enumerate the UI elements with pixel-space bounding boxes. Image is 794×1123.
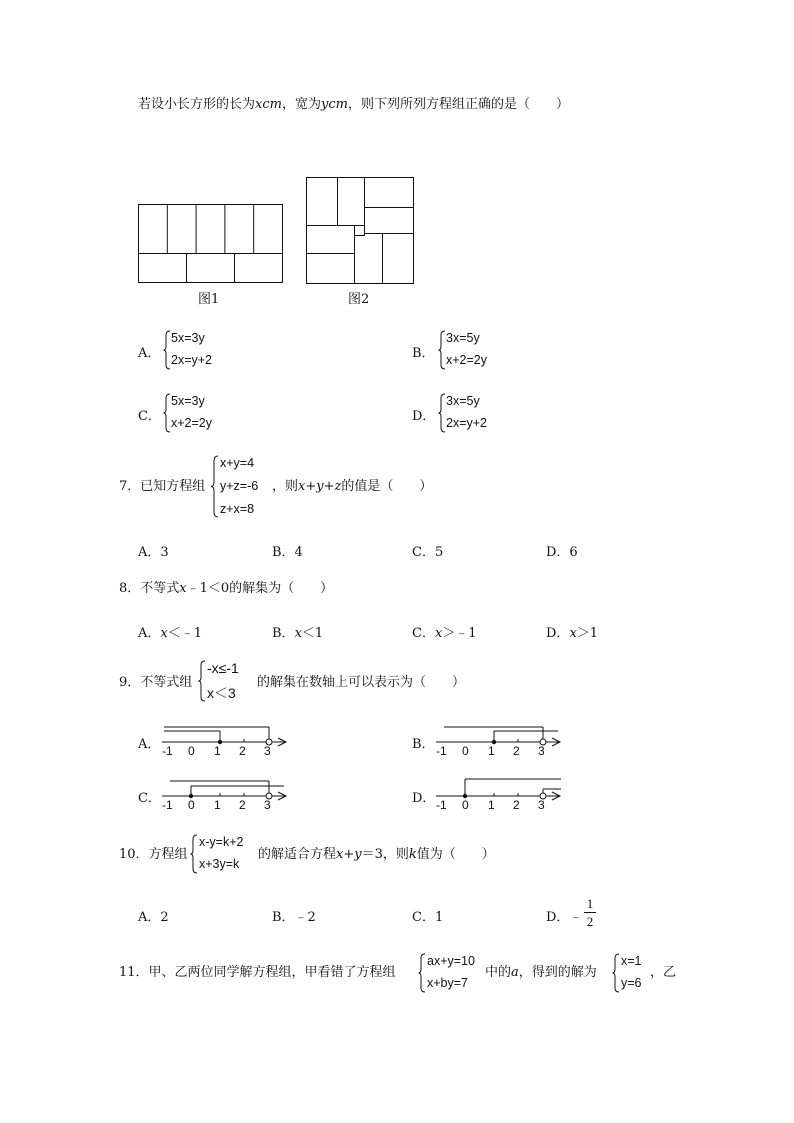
q7-option-a[interactable]: A．3 xyxy=(138,545,169,560)
q6-c-eq1: 5x=3y xyxy=(171,394,205,408)
q8-option-b[interactable]: B．x＜1 xyxy=(272,626,324,641)
q6-b-eq2: x+2=2y xyxy=(446,353,488,367)
q10-d-fraction: 1 2 xyxy=(584,896,596,929)
q7-number: 7．已知方程组 xyxy=(119,479,206,494)
q10-number: 10．方程组 xyxy=(119,847,188,862)
q9-option-b[interactable]: B． xyxy=(412,737,435,752)
q6-c-eq2: x+2=2y xyxy=(171,416,213,430)
q8-option-d[interactable]: D．x＞1 xyxy=(546,626,599,641)
q10-option-c[interactable]: C．1 xyxy=(412,910,444,925)
q11-sol2: y=6 xyxy=(621,976,642,990)
q7-option-c[interactable]: C．5 xyxy=(412,545,444,560)
q6-a-eq1: 5x=3y xyxy=(171,331,205,345)
q10-option-b[interactable]: B．﹣2 xyxy=(272,910,316,925)
intro-var-x: xcm xyxy=(255,97,282,112)
q9-eq2: x＜3 xyxy=(207,685,236,701)
q8-stem: 8．不等式x﹣1＜0的解集为（ ） xyxy=(119,581,334,596)
q6-option-d[interactable]: D． xyxy=(412,409,436,424)
q7-eq3: z+x=8 xyxy=(220,502,255,516)
figure-1-label: 图1 xyxy=(198,292,220,307)
q6-option-b[interactable]: B． xyxy=(412,346,435,361)
q8-option-a[interactable]: A．x＜﹣1 xyxy=(138,626,203,641)
q7-eq1: x+y=4 xyxy=(220,456,255,470)
q9-eq1: -x≤-1 xyxy=(207,660,239,676)
q7-eq2: y+z=-6 xyxy=(220,479,259,493)
q11-eq2: x+by=7 xyxy=(427,976,469,990)
figure-1 xyxy=(136,203,286,285)
q7-tail: ，则x+y+z的值是（ ） xyxy=(272,479,433,494)
q9-suffix: 的解集在数轴上可以表示为（ ） xyxy=(257,675,466,690)
brace-icon xyxy=(438,393,446,433)
q8-option-c[interactable]: C．x＞﹣1 xyxy=(412,626,477,641)
q9-option-c[interactable]: C． xyxy=(138,791,161,806)
q11-sol1: x=1 xyxy=(621,954,642,968)
intro-mid: ，宽为 xyxy=(281,97,321,112)
q10-option-d[interactable]: D．﹣ xyxy=(546,910,583,925)
q10-option-a[interactable]: A．2 xyxy=(138,910,169,925)
q9-option-a[interactable]: A． xyxy=(138,737,161,752)
q6-option-a[interactable]: A． xyxy=(138,346,161,361)
q11-number: 11．甲、乙两位同学解方程组，甲看错了方程组 xyxy=(119,965,396,980)
brace-icon xyxy=(190,834,198,874)
brace-icon xyxy=(198,660,206,702)
q10-tail: 的解适合方程x+y＝3，则k值为（ ） xyxy=(258,847,495,862)
brace-icon xyxy=(418,953,426,993)
q10-eq2: x+3y=k xyxy=(199,857,240,871)
brace-icon xyxy=(612,953,620,993)
intro-suffix: ，则下列所列方程组正确的是（ ） xyxy=(347,97,569,112)
q11-mid: 中的a，得到的解为 xyxy=(485,965,597,980)
intro-prefix: 若设小长方形的长为 xyxy=(138,97,256,112)
q9-number: 9．不等式组 xyxy=(119,675,193,690)
q6-d-eq1: 3x=5y xyxy=(446,394,480,408)
q11-eq1: ax+y=10 xyxy=(427,954,475,968)
q6-option-c[interactable]: C． xyxy=(138,409,161,424)
brace-icon xyxy=(438,330,446,370)
brace-icon xyxy=(163,330,171,370)
q7-option-d[interactable]: D．6 xyxy=(546,545,578,560)
q6-d-eq2: 2x=y+2 xyxy=(446,416,488,430)
q6-a-eq2: 2x=y+2 xyxy=(171,353,213,367)
q9-option-d[interactable]: D． xyxy=(412,791,436,806)
brace-icon xyxy=(163,393,171,433)
q7-option-b[interactable]: B．4 xyxy=(272,545,303,560)
q6-b-eq1: 3x=5y xyxy=(446,331,480,345)
brace-icon xyxy=(210,455,219,518)
figure-2 xyxy=(304,175,416,285)
q7-expr: x+y+z xyxy=(298,479,342,494)
q11-suffix: ，乙 xyxy=(650,965,677,980)
intro-line xyxy=(138,97,569,113)
figure-2-label: 图2 xyxy=(348,292,370,307)
intro-var-y: ycm xyxy=(320,97,348,112)
q10-eq1: x-y=k+2 xyxy=(199,835,244,849)
